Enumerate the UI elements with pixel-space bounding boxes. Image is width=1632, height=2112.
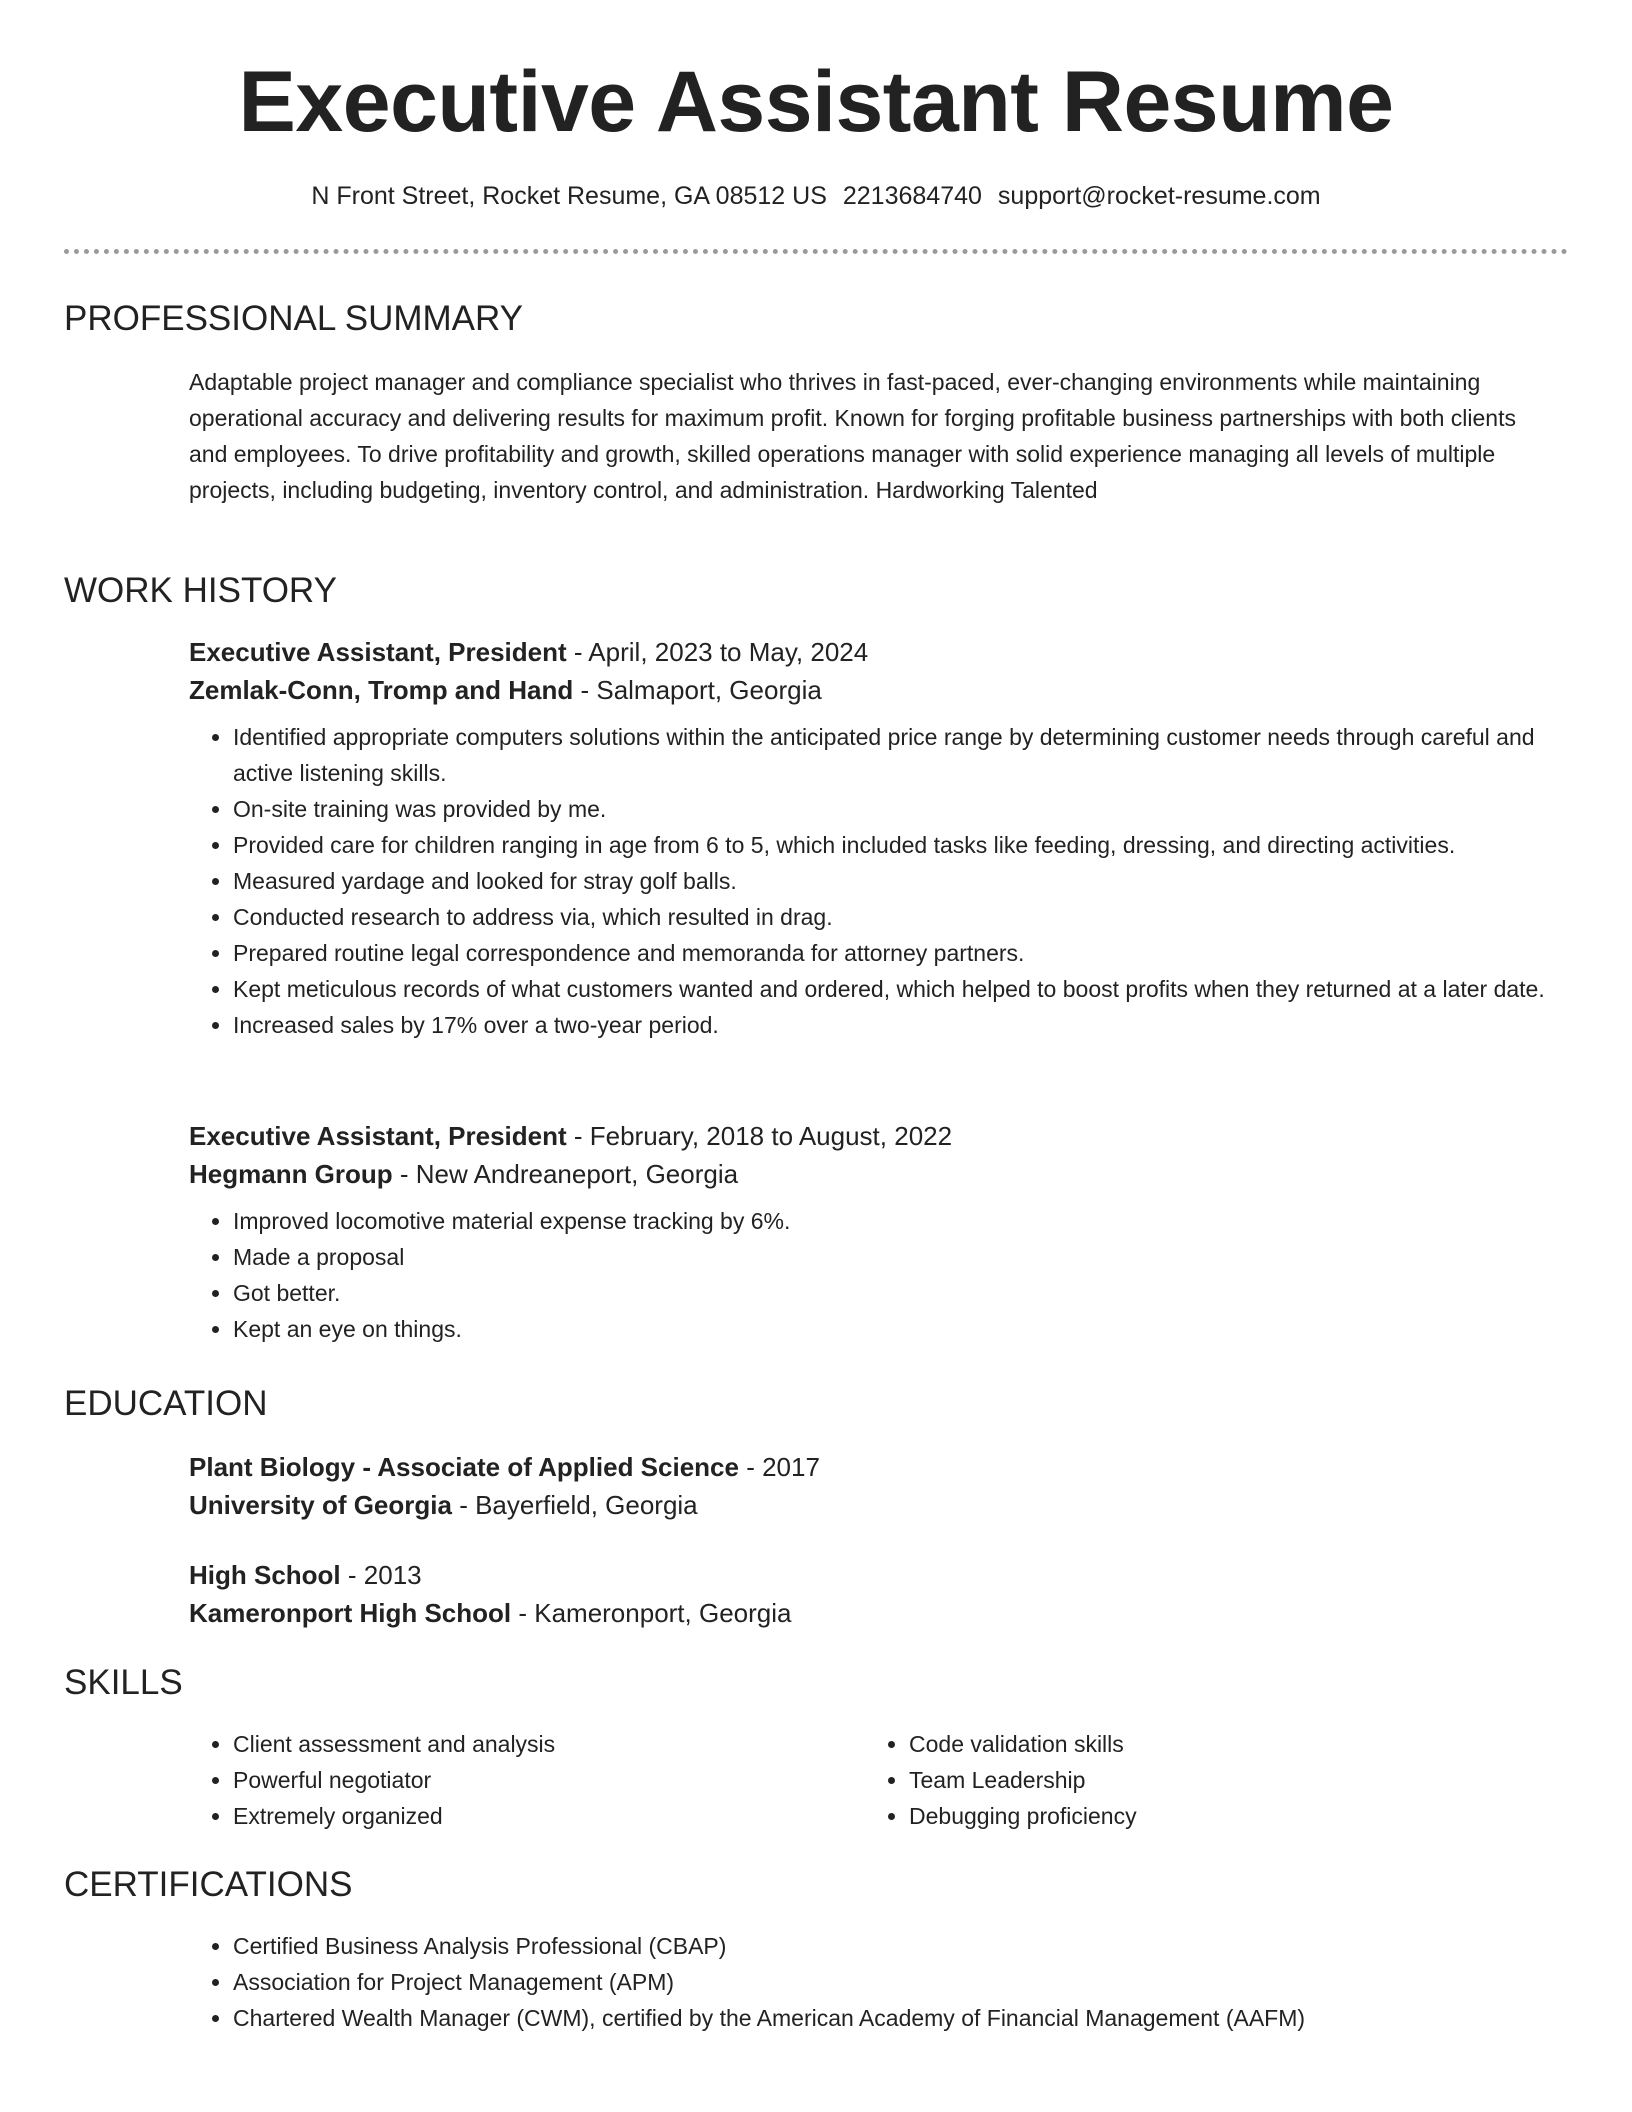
education-year: - 2017 xyxy=(738,1452,820,1482)
skill-item: • Team Leadership xyxy=(909,1762,1505,1798)
job-location: - Salmaport, Georgia xyxy=(573,675,822,705)
contact-email[interactable]: support@rocket-resume.com xyxy=(997,182,1321,210)
skill-item: • Code validation skills xyxy=(909,1726,1505,1762)
skill-item: • Powerful negotiator xyxy=(233,1762,829,1798)
job-company: Hegmann Group xyxy=(189,1159,393,1189)
job-bullet: • Made a proposal xyxy=(233,1239,1569,1275)
education-location: - Bayerfield, Georgia xyxy=(451,1490,698,1520)
certification-item: • Association for Project Management (APM) xyxy=(233,1964,1569,2000)
summary-heading: PROFESSIONAL SUMMARY xyxy=(64,299,523,338)
certifications-list xyxy=(189,1928,1569,2036)
header-divider xyxy=(64,249,1568,254)
summary-text: Adaptable project manager and compliance specialist who thrives in fast-paced, ever-changing environments while maintaining operational accuracy and delivering results for maximum profit. Known for forging profitable business partnerships with both clients and employees. To drive profitability and growth, skilled operations manager with solid experience managing all levels of multiple projects, including budgeting, inventory control, and administration. Hardworking Talented xyxy=(189,369,1516,503)
job-title: Executive Assistant, President xyxy=(189,637,567,667)
education-degree: High School xyxy=(189,1560,341,1590)
job-bullet: • On-site training was provided by me. xyxy=(233,791,1569,827)
skills-heading: SKILLS xyxy=(64,1663,183,1702)
work-history-heading: WORK HISTORY xyxy=(64,571,337,610)
job-bullet: • Prepared routine legal correspondence and memoranda for attorney partners. xyxy=(233,935,1569,971)
skills-list xyxy=(189,1726,829,1834)
contact-address: N Front Street, Rocket Resume, GA 08512 US xyxy=(311,182,827,210)
education-school: Kameronport High School xyxy=(189,1598,512,1628)
skill-item: • Extremely organized xyxy=(233,1798,829,1834)
job-title: Executive Assistant, President xyxy=(189,1121,567,1151)
job-company: Zemlak-Conn, Tromp and Hand xyxy=(189,675,574,705)
job-title-line xyxy=(189,633,1569,671)
education-degree-line xyxy=(189,1448,1569,1486)
job-title-line xyxy=(189,1117,1569,1155)
job-bullet-list xyxy=(189,719,1569,1043)
education-school: University of Georgia xyxy=(189,1490,452,1520)
skills-list xyxy=(865,1726,1505,1834)
skills-column-left xyxy=(189,1726,829,1834)
certification-item: • Certified Business Analysis Professional (CBAP) xyxy=(233,1928,1569,1964)
job-bullet: • Kept an eye on things. xyxy=(233,1311,1569,1347)
job-entry xyxy=(189,1117,1569,1347)
education-school-line xyxy=(189,1594,1569,1632)
education-location: - Kameronport, Georgia xyxy=(511,1598,792,1628)
job-bullet-list xyxy=(189,1203,1569,1347)
skill-item: • Debugging proficiency xyxy=(909,1798,1505,1834)
certifications-heading: CERTIFICATIONS xyxy=(64,1865,353,1904)
job-bullet: • Kept meticulous records of what customers wanted and ordered, which helped to boost profits when they returned at a later date. xyxy=(233,971,1569,1007)
education-degree-line xyxy=(189,1556,1569,1594)
skill-item: • Client assessment and analysis xyxy=(233,1726,829,1762)
contact-line xyxy=(0,180,1632,212)
certification-item: • Chartered Wealth Manager (CWM), certified by the American Academy of Financial Management (AAFM) xyxy=(233,2000,1569,2036)
job-bullet: • Improved locomotive material expense tracking by 6%. xyxy=(233,1203,1569,1239)
job-bullet: • Conducted research to address via, which resulted in drag. xyxy=(233,899,1569,935)
job-bullet: • Got better. xyxy=(233,1275,1569,1311)
job-dates: - April, 2023 to May, 2024 xyxy=(566,637,869,667)
job-bullet: • Provided care for children ranging in age from 6 to 5, which included tasks like feeding, dressing, and directing activities. xyxy=(233,827,1569,863)
education-heading: EDUCATION xyxy=(64,1384,268,1423)
education-school-line xyxy=(189,1486,1569,1524)
resume-title: Executive Assistant Resume xyxy=(238,54,1394,150)
job-bullet: • Measured yardage and looked for stray golf balls. xyxy=(233,863,1569,899)
job-bullet: • Identified appropriate computers solutions within the anticipated price range by determining customer needs through careful and active listening skills. xyxy=(233,719,1569,791)
job-dates: - February, 2018 to August, 2022 xyxy=(566,1121,953,1151)
contact-phone: 2213684740 xyxy=(842,182,982,210)
job-location: - New Andreaneport, Georgia xyxy=(392,1159,739,1189)
job-company-line xyxy=(189,1155,1569,1193)
education-degree: Plant Biology - Associate of Applied Science xyxy=(189,1452,739,1482)
job-company-line xyxy=(189,671,1569,709)
education-entry xyxy=(189,1448,1569,1524)
job-entry xyxy=(189,633,1569,1043)
certifications-block xyxy=(189,1928,1569,2036)
education-year: - 2013 xyxy=(340,1560,422,1590)
job-bullet: • Increased sales by 17% over a two-year period. xyxy=(233,1007,1569,1043)
education-entry xyxy=(189,1556,1569,1632)
skills-column-right xyxy=(865,1726,1505,1834)
